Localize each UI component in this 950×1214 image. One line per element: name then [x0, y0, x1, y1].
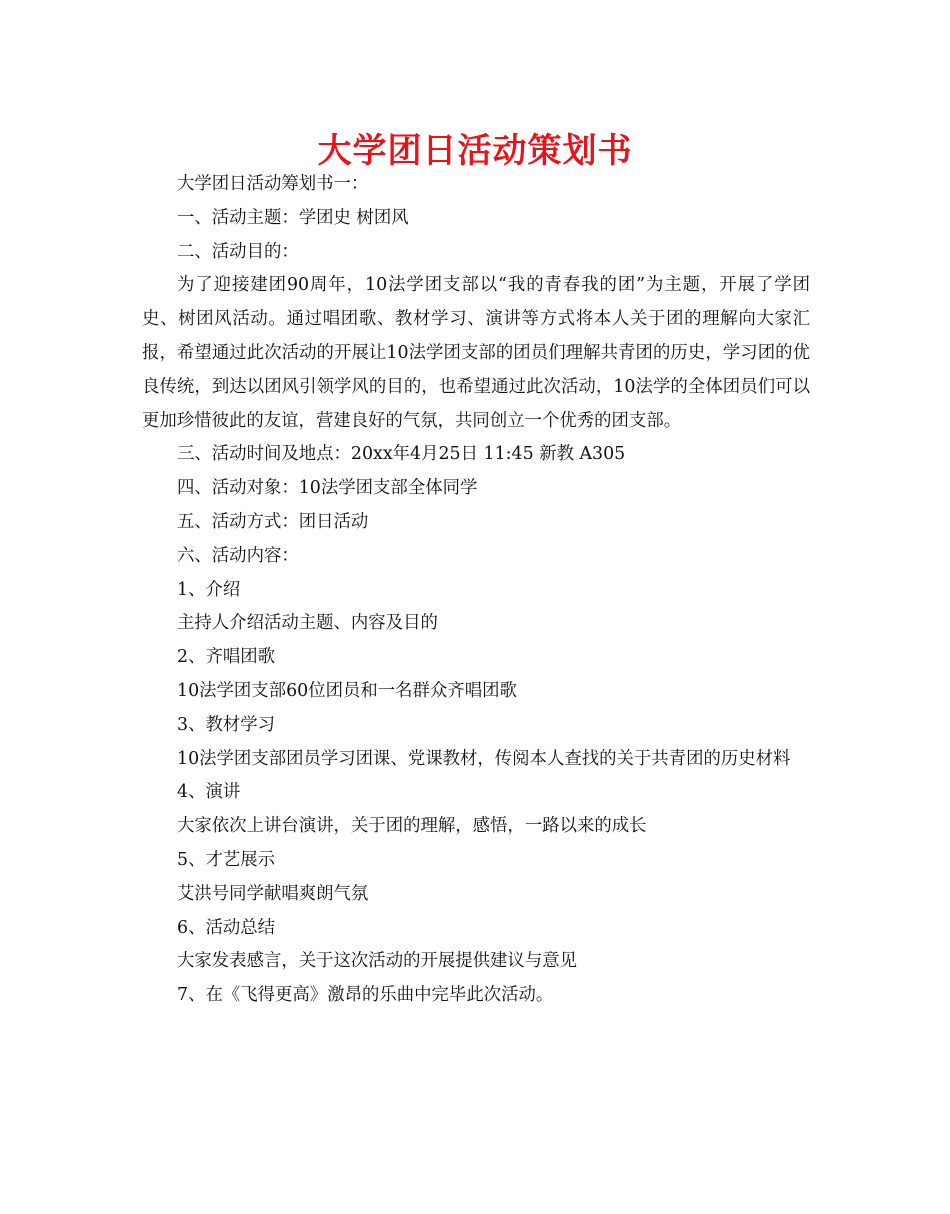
- item-heading: 6、活动总结: [177, 917, 276, 938]
- item-detail: 10法学团支部60位团员和一名群众齐唱团歌: [177, 680, 517, 701]
- activity-content-heading: 六、活动内容：: [177, 545, 299, 566]
- activity-time-place: 三、活动时间及地点：20xx年4月25日 11:45 新教 A305: [177, 444, 626, 465]
- activity-method: 五、活动方式：团日活动: [177, 511, 369, 532]
- item-detail: 大家发表感言，关于这次活动的开展提供建议与意见: [177, 951, 577, 972]
- item-heading: 4、演讲: [177, 782, 241, 803]
- activity-purpose-heading: 二、活动目的：: [177, 241, 299, 262]
- item-detail: 大家依次上讲台演讲，关于团的理解，感悟，一路以来的成长: [177, 816, 647, 837]
- item-heading: 5、才艺展示: [177, 849, 276, 870]
- activity-theme: 一、活动主题：学团史 树团风: [177, 207, 409, 228]
- activity-closing: 7、在《飞得更高》激昂的乐曲中完毕此次活动。: [177, 985, 554, 1006]
- item-detail: 艾洪号同学献唱爽朗气氛: [177, 883, 369, 904]
- activity-audience: 四、活动对象：10法学团支部全体同学: [177, 478, 478, 499]
- item-heading: 1、介绍: [177, 579, 241, 600]
- document-body: [142, 168, 810, 1013]
- document-title: 大学团日活动策划书: [317, 131, 633, 171]
- activity-purpose-paragraph: 为了迎接建团90周年，10法学团支部以“我的青春我的团”为主题，开展了学团史、树团风活动。通过唱团歌、教材学习、演讲等方式将本人关于团的理解向大家汇报，希望通过此次活动的开展让10法学团支部的团员们理解共青团的历史，学习团的优良传统，到达以团风引领学风的目的，也希望通过此次活动，10法学的全体团员们可以更加珍惜彼此的友谊，营建良好的气氛，共同创立一个优秀的团支部。: [142, 275, 810, 431]
- doc-subtitle: 大学团日活动筹划书一：: [177, 174, 369, 194]
- item-heading: 3、教材学习: [177, 714, 276, 735]
- item-detail: 主持人介绍活动主题、内容及目的: [177, 613, 438, 634]
- item-heading: 2、齐唱团歌: [177, 647, 276, 668]
- item-detail: 10法学团支部团员学习团课、党课教材，传阅本人查找的关于共青团的历史材料: [177, 748, 791, 769]
